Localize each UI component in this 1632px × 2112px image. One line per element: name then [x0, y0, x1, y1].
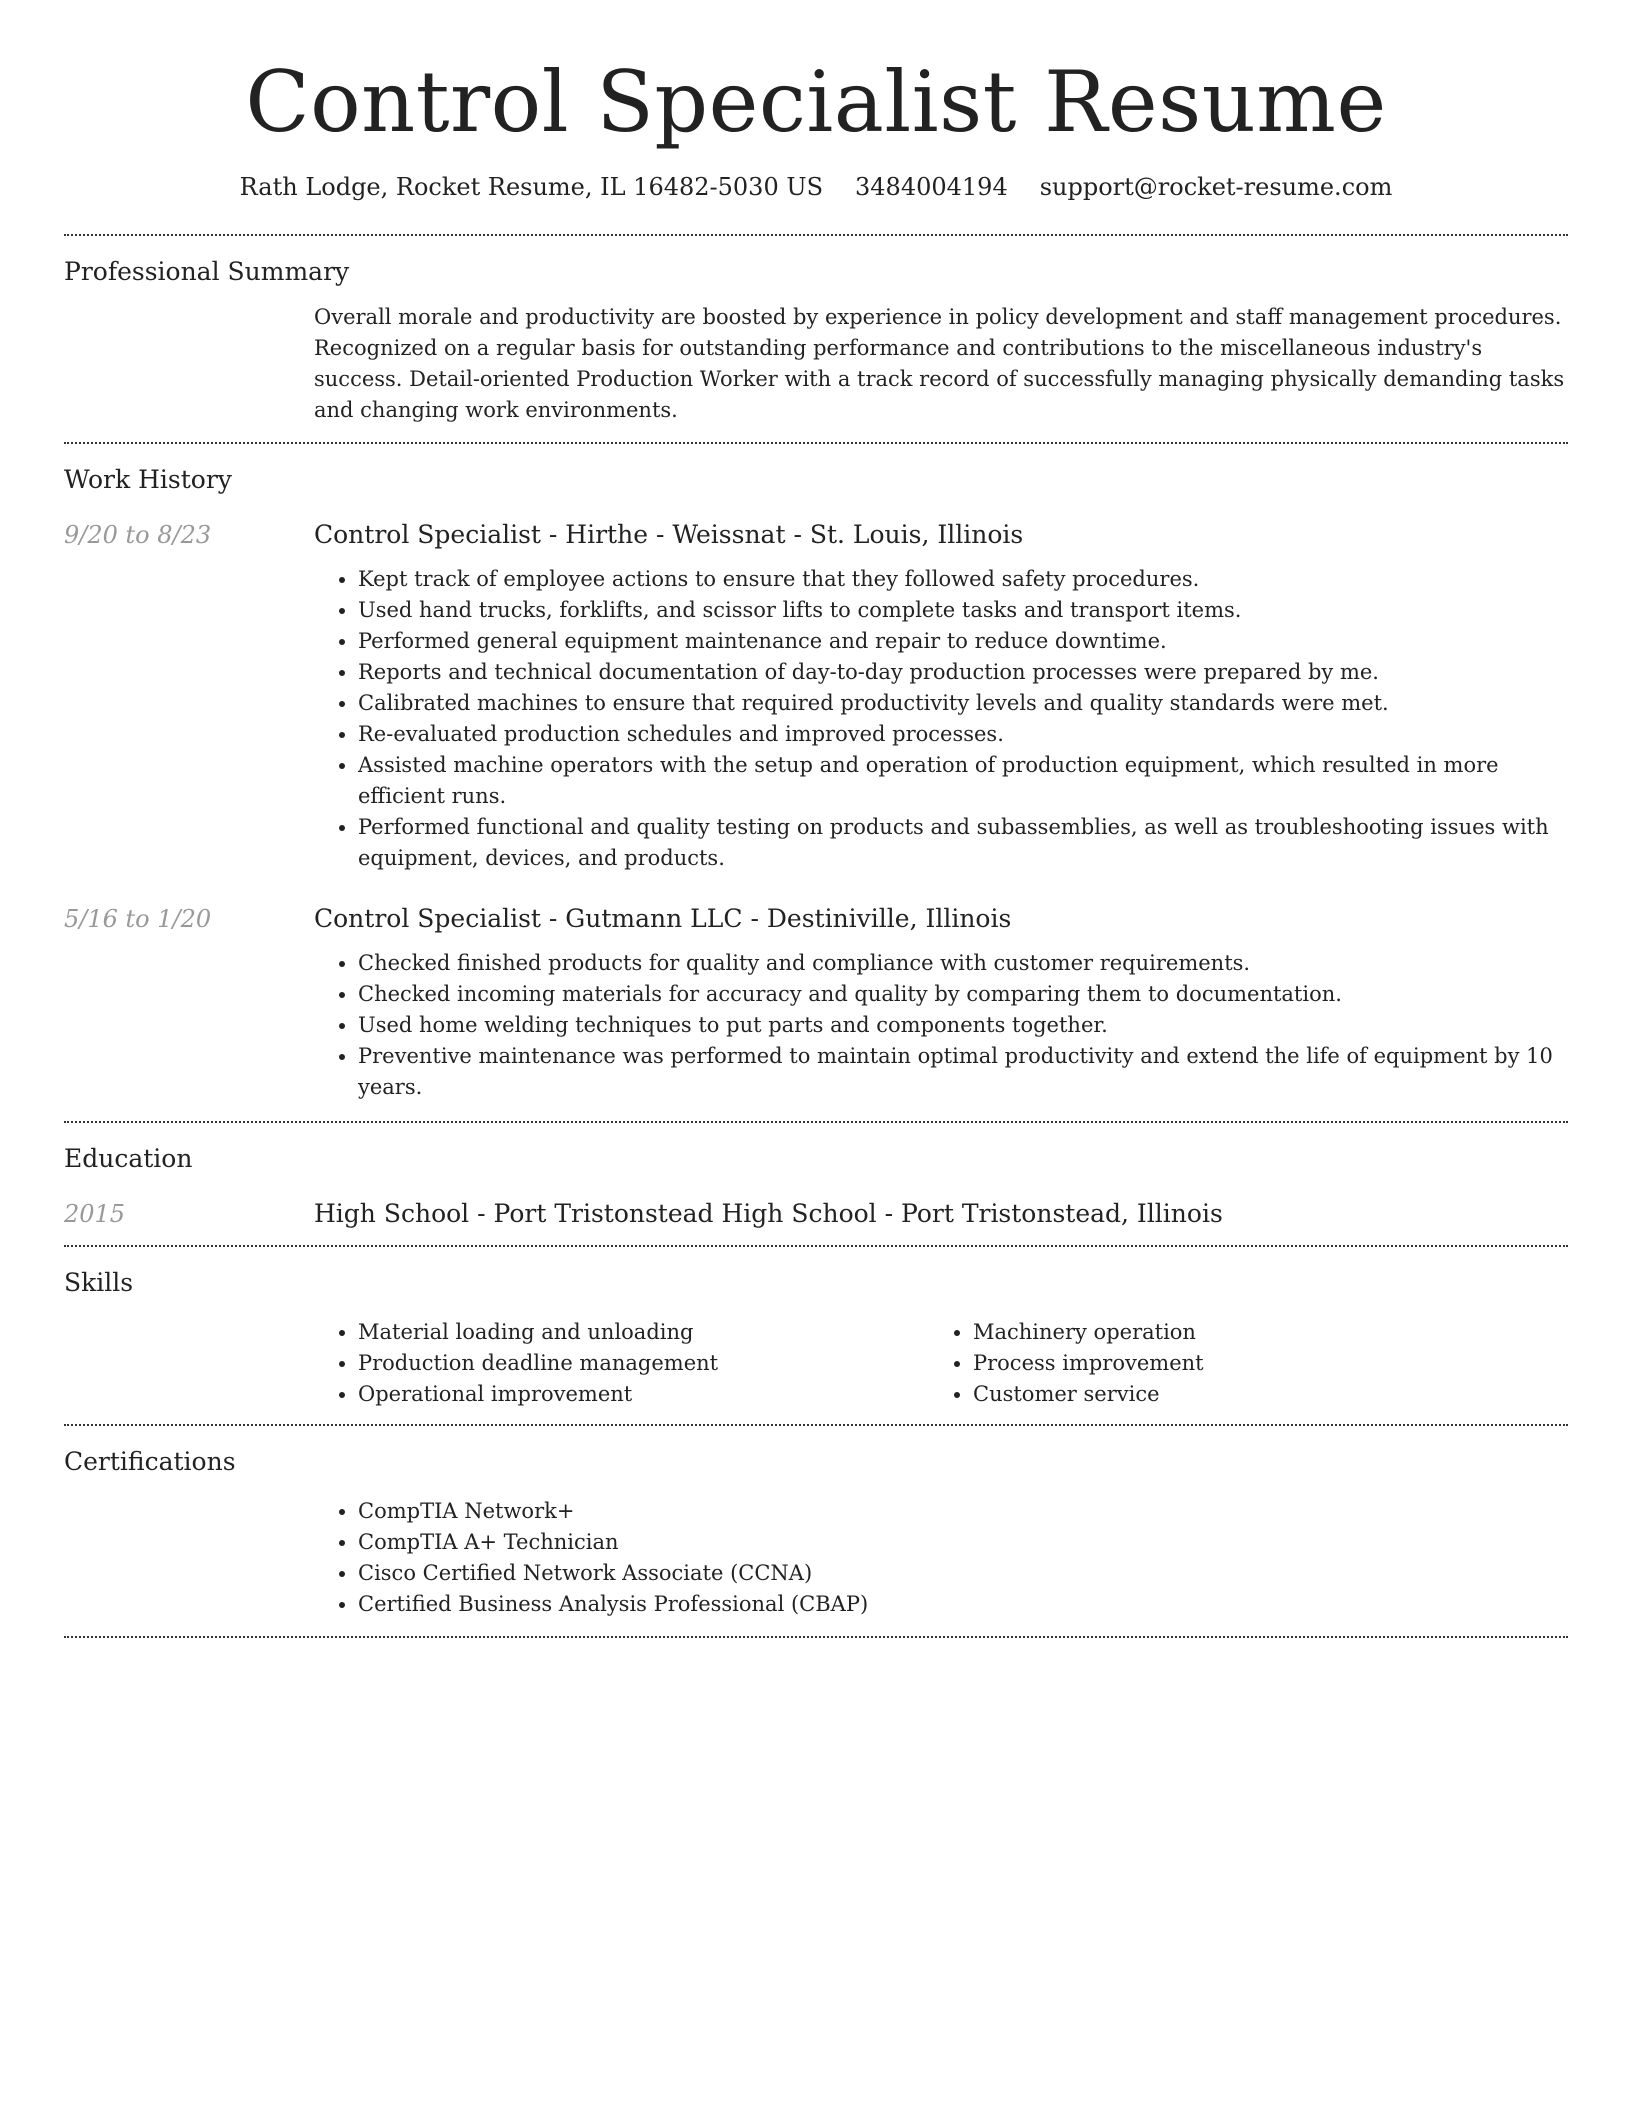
list-item: • Operational improvement: [358, 1379, 929, 1410]
skills-section: [64, 1247, 1568, 1424]
list-item: • Assisted machine operators with the setup and operation of production equipment, which resulted in more efficient runs.: [358, 750, 1568, 812]
list-item: • Calibrated machines to ensure that required productivity levels and quality standards were met.: [358, 688, 1568, 719]
job-title: Control Specialist - Hirthe - Weissnat - St. Louis, Illinois: [314, 520, 1024, 549]
list-item: • Re-evaluated production schedules and improved processes.: [358, 719, 1568, 750]
list-item: • Material loading and unloading: [358, 1317, 929, 1348]
job-entry: [64, 902, 1568, 1103]
certifications-list: [314, 1496, 1568, 1620]
certifications-section: [64, 1426, 1568, 1636]
contact-address: Rath Lodge, Rocket Resume, IL 16482-5030 US: [239, 173, 824, 201]
skills-column-1: [314, 1317, 929, 1410]
contact-email[interactable]: support@rocket-resume.com: [1039, 173, 1393, 201]
summary-section: [64, 236, 1568, 442]
page-title: Control Specialist Resume: [245, 53, 1387, 151]
list-item: • Used home welding techniques to put parts and components together.: [358, 1010, 1568, 1041]
skills-spacer: [64, 1301, 314, 1424]
skills-column-2: [929, 1317, 1544, 1410]
divider: [64, 1636, 1568, 1638]
list-item: • CompTIA A+ Technician: [358, 1527, 1568, 1558]
list-item: • Reports and technical documentation of day-to-day production processes were prepared by me.: [358, 657, 1568, 688]
list-item: • Checked finished products for quality and compliance with customer requirements.: [358, 948, 1568, 979]
section-heading-work: Work History: [64, 465, 232, 494]
list-item: • Process improvement: [973, 1348, 1544, 1379]
list-item: • Kept track of employee actions to ensure that they followed safety procedures.: [358, 564, 1568, 595]
list-item: • Performed general equipment maintenance and repair to reduce downtime.: [358, 626, 1568, 657]
summary-spacer: [64, 302, 314, 426]
list-item: • Used hand trucks, forklifts, and scissor lifts to complete tasks and transport items.: [358, 595, 1568, 626]
list-item: • Production deadline management: [358, 1348, 929, 1379]
section-heading-education: Education: [64, 1144, 193, 1173]
education-year: 2015: [64, 1200, 126, 1228]
list-item: • Performed functional and quality testing on products and subassemblies, as well as troubleshooting issues with equipment, devices, and products.: [358, 812, 1568, 874]
education-section: [64, 1123, 1568, 1245]
list-item: • CompTIA Network+: [358, 1496, 1568, 1527]
job-dates: 5/16 to 1/20: [64, 905, 212, 933]
work-history-section: [64, 444, 1568, 1121]
list-item: • Machinery operation: [973, 1317, 1544, 1348]
job-title: Control Specialist - Gutmann LLC - Destiniville, Illinois: [314, 904, 1012, 933]
list-item: • Certified Business Analysis Professional (CBAP): [358, 1589, 1568, 1620]
job-bullets: [314, 948, 1568, 1103]
section-heading-skills: Skills: [64, 1268, 134, 1297]
job-dates: 9/20 to 8/23: [64, 521, 212, 549]
contact-phone: 3484004194: [855, 173, 1008, 201]
cert-spacer: [64, 1480, 314, 1636]
list-item: • Preventive maintenance was performed to maintain optimal productivity and extend the life of equipment by 10 years.: [358, 1041, 1568, 1103]
contact-line: [64, 170, 1568, 204]
education-title: High School - Port Tristonstead High School - Port Tristonstead, Illinois: [314, 1199, 1223, 1228]
section-heading-summary: Professional Summary: [64, 257, 350, 286]
list-item: • Cisco Certified Network Associate (CCNA): [358, 1558, 1568, 1589]
jobs-list: [64, 518, 1568, 1103]
job-bullets: [314, 564, 1568, 874]
list-item: • Customer service: [973, 1379, 1544, 1410]
resume-header: [64, 0, 1568, 204]
summary-text: Overall morale and productivity are boosted by experience in policy development and staff management procedures. Recognized on a regular basis for outstanding performance and contributions to the miscellaneous industry's success. Detail-oriented Production Worker with a track record of successfully managing physically demanding tasks and changing work environments.: [314, 305, 1565, 422]
list-item: • Checked incoming materials for accuracy and quality by comparing them to documentation.: [358, 979, 1568, 1010]
job-entry: [64, 518, 1568, 874]
section-heading-certifications: Certifications: [64, 1447, 236, 1476]
education-entry: [64, 1197, 1568, 1245]
